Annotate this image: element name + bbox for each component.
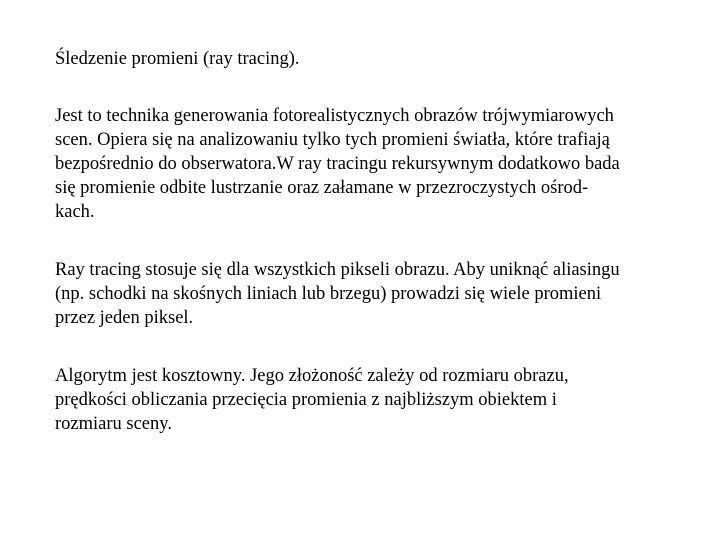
paragraph-line: przez jeden piksel. <box>55 308 194 328</box>
paragraph-line: kach. <box>55 202 95 222</box>
paragraph-aliasing <box>55 258 695 330</box>
paragraph-line: prędkości obliczania przecięcia promienia z najbliższym obiektem i <box>55 390 557 410</box>
paragraph-line: Algorytm jest kosztowny. Jego złożoność zależy od rozmiaru obrazu, <box>55 366 569 386</box>
paragraph-line: Jest to technika generowania fotorealistycznych obrazów trójwymiarowych <box>55 106 614 126</box>
paragraph-ray-tracing-definition <box>55 104 695 224</box>
paragraph-line: Ray tracing stosuje się dla wszystkich pikseli obrazu. Aby uniknąć aliasingu <box>55 260 620 280</box>
title-line: Śledzenie promieni (ray tracing). <box>55 49 300 69</box>
paragraph-line: scen. Opiera się na analizowaniu tylko tych promieni światła, które trafiają <box>55 130 610 150</box>
paragraph-line: (np. schodki na skośnych liniach lub brzegu) prowadzi się wiele promieni <box>55 284 602 304</box>
paragraph-line: rozmiaru sceny. <box>55 414 172 434</box>
paragraph-line: bezpośrednio do obserwatora.W ray tracingu rekursywnym dodatkowo bada <box>55 154 620 174</box>
paragraph-complexity <box>55 364 695 436</box>
paragraph-line: się promienie odbite lustrzanie oraz załamane w przezroczystych ośrod- <box>55 178 589 198</box>
slide-title <box>55 47 695 71</box>
